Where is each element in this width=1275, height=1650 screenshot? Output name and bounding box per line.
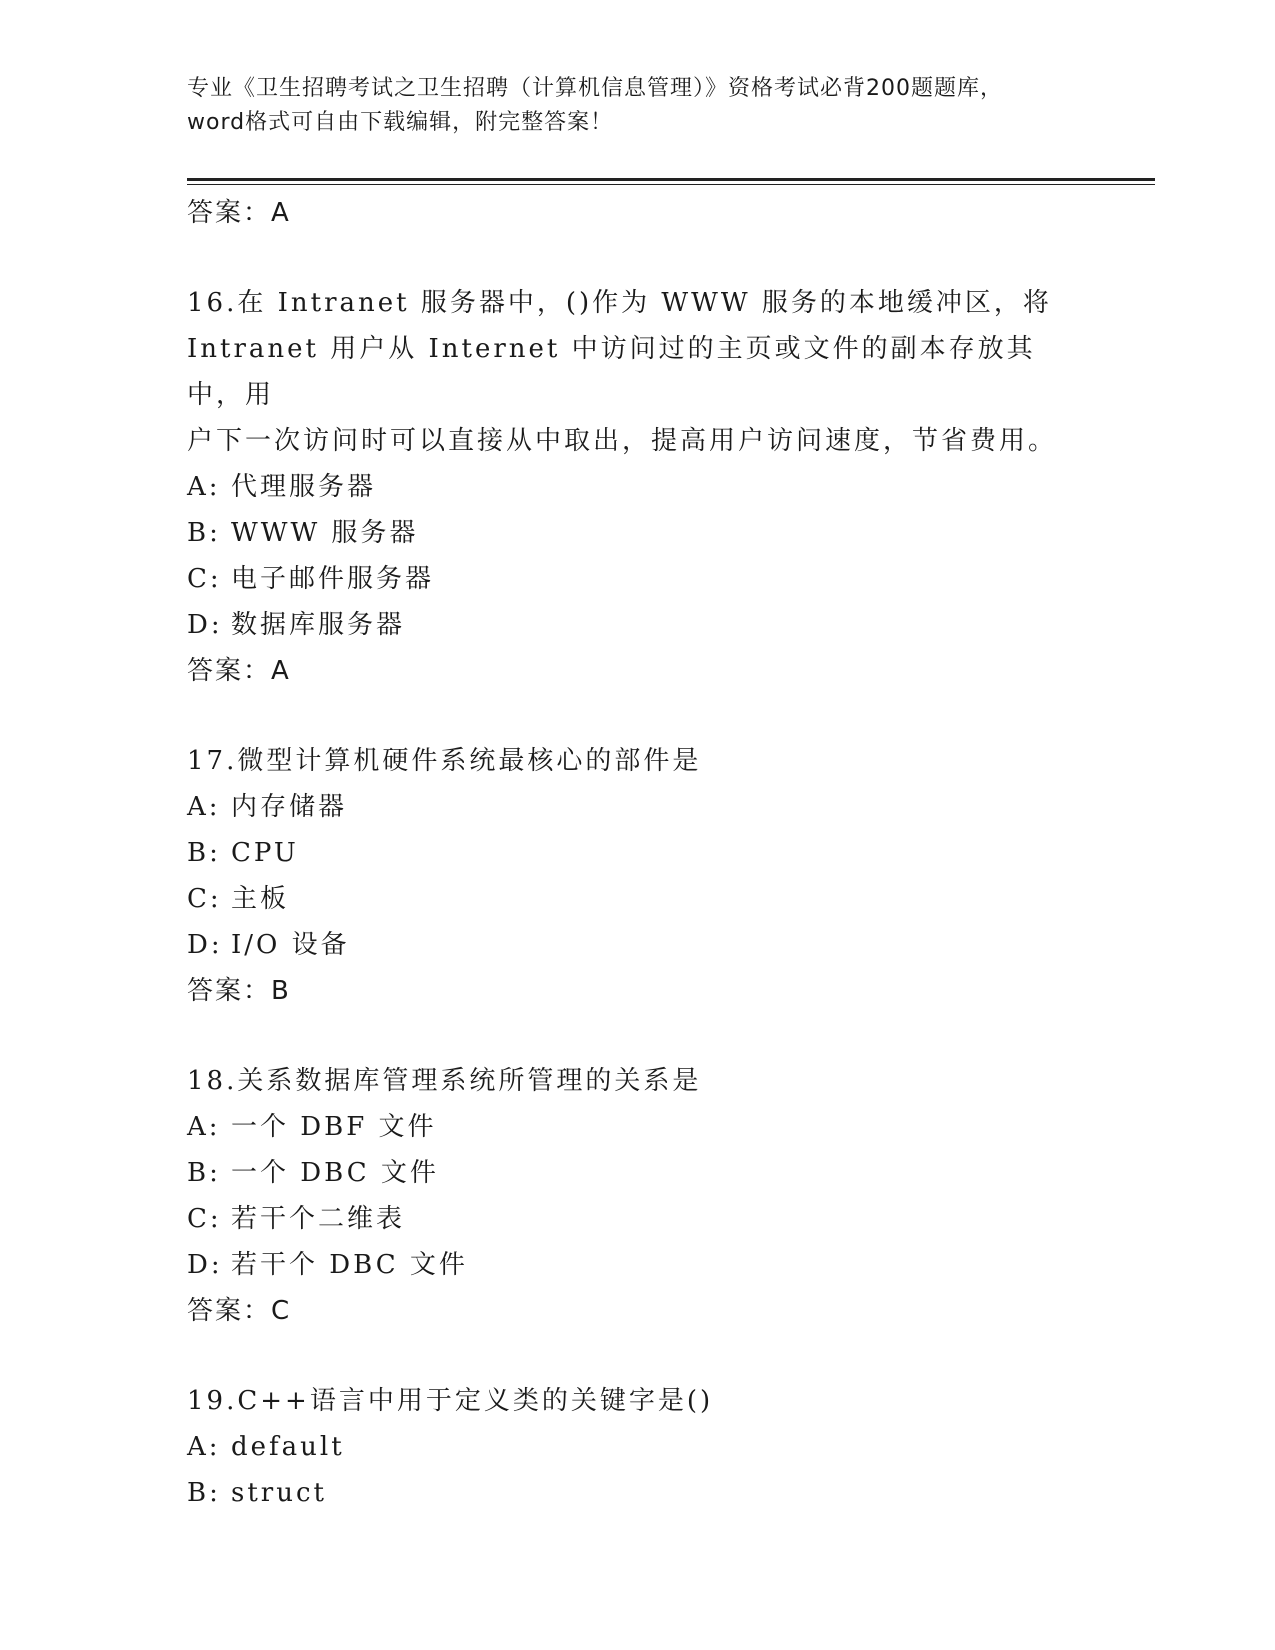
option-letter: B: xyxy=(187,838,221,868)
option-text: I/O 设备 xyxy=(231,930,350,960)
question-stem-line: 16.在 Intranet 服务器中，()作为 WWW 服务的本地缓冲区，将 xyxy=(187,288,1052,318)
option-letter: B: xyxy=(187,1158,221,1188)
option-text: 主板 xyxy=(231,884,290,914)
option-d xyxy=(187,922,1087,968)
option-letter: C: xyxy=(187,564,222,594)
option-b xyxy=(187,1150,1087,1196)
option-text: 数据库服务器 xyxy=(231,610,406,640)
option-c xyxy=(187,1196,1087,1242)
option-a xyxy=(187,464,1087,510)
question-stem xyxy=(187,738,1087,784)
option-text: default xyxy=(231,1432,345,1462)
question-stem-line: 19.C++语言中用于定义类的关键字是() xyxy=(187,1386,714,1416)
option-text: 内存储器 xyxy=(231,792,348,822)
header-line-2: word格式可自由下载编辑，附完整答案！ xyxy=(187,110,614,135)
option-a xyxy=(187,1104,1087,1150)
option-letter: B: xyxy=(187,1478,221,1508)
question-stem xyxy=(187,1058,1087,1104)
option-letter: C: xyxy=(187,1204,222,1234)
option-b xyxy=(187,830,1087,876)
option-d xyxy=(187,602,1087,648)
question-stem-line: Intranet 用户从 Internet 中访问过的主页或文件的副本存放其中，用 xyxy=(187,334,1036,410)
option-text: 一个 DBF 文件 xyxy=(231,1112,437,1142)
question-stem-line: 17.微型计算机硬件系统最核心的部件是 xyxy=(187,746,702,776)
option-text: 代理服务器 xyxy=(231,472,377,502)
question-16 xyxy=(187,280,1087,694)
option-c xyxy=(187,876,1087,922)
question-stem-line: 18.关系数据库管理系统所管理的关系是 xyxy=(187,1066,702,1096)
option-letter: D: xyxy=(187,610,223,640)
question-18 xyxy=(187,1058,1087,1334)
option-a xyxy=(187,784,1087,830)
previous-answer: 答案：A xyxy=(187,198,291,228)
question-list xyxy=(187,190,1087,1516)
option-text: 电子邮件服务器 xyxy=(231,564,435,594)
question-stem-line: 户下一次访问时可以直接从中取出，提高用户访问速度，节省费用。 xyxy=(187,426,1058,456)
option-letter: A: xyxy=(187,472,221,502)
question-19 xyxy=(187,1378,1087,1516)
answer-line: 答案：A xyxy=(187,656,291,686)
header-line-1: 专业《卫生招聘考试之卫生招聘（计算机信息管理）》资格考试必背200题题库， xyxy=(187,76,1003,101)
option-letter: D: xyxy=(187,930,223,960)
option-letter: A: xyxy=(187,1112,221,1142)
option-c xyxy=(187,556,1087,602)
header-rule-thin xyxy=(187,184,1155,185)
question-stem xyxy=(187,280,1087,464)
option-text: 一个 DBC 文件 xyxy=(231,1158,439,1188)
option-letter: C: xyxy=(187,884,222,914)
option-letter: A: xyxy=(187,792,221,822)
option-text: 若干个二维表 xyxy=(231,1204,406,1234)
option-b xyxy=(187,1470,1087,1516)
option-text: struct xyxy=(231,1478,327,1508)
option-d xyxy=(187,1242,1087,1288)
option-b xyxy=(187,510,1087,556)
option-text: CPU xyxy=(231,838,299,868)
option-text: 若干个 DBC 文件 xyxy=(231,1250,468,1280)
option-letter: B: xyxy=(187,518,221,548)
option-text: WWW 服务器 xyxy=(231,518,419,548)
document-header xyxy=(187,72,1087,140)
option-letter: A: xyxy=(187,1432,221,1462)
answer-line: 答案：B xyxy=(187,976,291,1006)
option-letter: D: xyxy=(187,1250,223,1280)
header-rule-thick xyxy=(187,178,1155,181)
question-17 xyxy=(187,738,1087,1014)
answer-line: 答案：C xyxy=(187,1296,292,1326)
option-a xyxy=(187,1424,1087,1470)
question-stem xyxy=(187,1378,1087,1424)
